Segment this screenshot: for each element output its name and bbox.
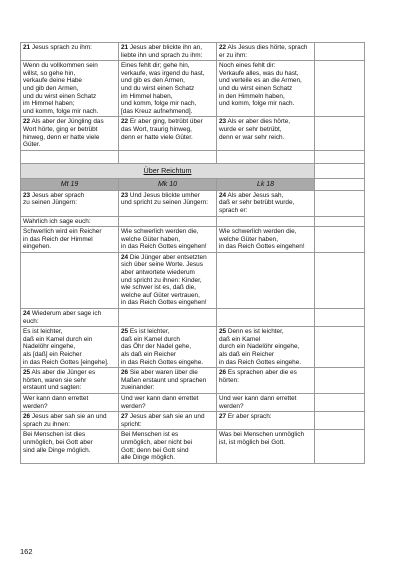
verse-text-line: welche Güter haben, [121, 235, 180, 243]
verse-text-line: [das Kreuz aufnehmend]. [121, 107, 193, 115]
verse-number: 26 [219, 369, 227, 377]
cell-lk [217, 190, 315, 216]
verse-text-line: in den Himmeln haben, [219, 92, 285, 100]
gospel-header-row [21, 178, 365, 190]
column-header-lk: Lk 18 [217, 178, 315, 190]
verse-text-line: Und Jesus blickte umher [129, 191, 200, 199]
verse-number: 24 [23, 310, 31, 318]
verse-text-line: als daß ein Reicher [219, 351, 275, 358]
top-section [21, 43, 365, 191]
cell-mt [21, 393, 119, 411]
verse-text-line: Bei Menschen ist es [121, 431, 179, 439]
verse-text-line: im Himmel haben; [23, 100, 75, 108]
cell-empty [217, 150, 315, 163]
table-row [21, 61, 365, 117]
verse-text-line: in das Reich Gottes eingehe. [121, 358, 204, 366]
main-section [21, 190, 365, 463]
verse-text-line: und du wirst einen Schatz [121, 84, 195, 92]
table-row [21, 190, 365, 216]
cell-mk [119, 309, 217, 327]
verse-text-line: Als Jesus dies hörte, sprach [227, 44, 308, 51]
spacer-row [21, 150, 365, 163]
verse-text-line: das Wort, traurig hinweg, [121, 125, 192, 133]
cell-lk [217, 327, 315, 368]
verse-text-line: in das Reich Gottes eingehen! [219, 243, 305, 251]
verse-number: 24 [121, 253, 129, 261]
verse-text-line: in das Reich Gottes eingehen! [121, 243, 207, 251]
table-row [21, 309, 365, 327]
verse-text-line: spricht: [121, 420, 142, 428]
cell-mt [21, 227, 119, 253]
cell-mk [119, 117, 217, 150]
verse-number: 27 [121, 413, 129, 421]
cell-empty [315, 368, 365, 394]
cell-empty [315, 117, 365, 150]
verse-text-line: Als aber die Jünger es [31, 369, 96, 377]
cell-lk [217, 430, 315, 463]
verse-text-line: aber antwortete wiederum [121, 269, 195, 277]
verse-text-line: Er aber ging, betrübt über [129, 118, 203, 126]
verse-text-line: Schwerlich wird ein Reicher [23, 228, 102, 236]
verse-text-line: in das Reich Gottes [eingehe]. [23, 358, 109, 366]
verse-number: 22 [219, 44, 227, 51]
verse-text-line: werden? [23, 402, 48, 410]
verse-text-line: Eines fehlt dir; gehe hin, [121, 62, 190, 70]
verse-text-line: und gib es den Armen, [121, 77, 185, 85]
cell-mk [119, 227, 217, 253]
cell-mk [119, 412, 217, 430]
cell-lk [217, 216, 315, 227]
verse-text-line: er zu ihm: [219, 51, 248, 59]
cell-mt [21, 430, 119, 463]
table-row [21, 430, 365, 463]
cell-empty [315, 163, 365, 178]
cell-mk [119, 252, 217, 308]
cell-mk [119, 327, 217, 368]
verse-text-line: ist, ist möglich bei Gott. [219, 438, 286, 446]
verse-text-line: Und wer kann dann errettet [219, 394, 297, 402]
table-row [21, 393, 365, 411]
table-row [21, 43, 365, 61]
page-number: 162 [20, 547, 33, 556]
table-row [21, 216, 365, 227]
cell-lk [217, 227, 315, 253]
verse-text-line: werden? [121, 402, 146, 410]
cell-empty [315, 216, 365, 227]
verse-text-line: sprach er: [219, 206, 248, 214]
verse-text-line: Jesus aber blickte ihn an, [129, 44, 203, 51]
section-title: Über Reichtum [143, 165, 192, 175]
column-header-mk: Mk 10 [119, 178, 217, 190]
section-heading-cell [21, 163, 315, 178]
cell-empty [315, 190, 365, 216]
verse-text-line: welche auf Güter vertrauen, [121, 291, 200, 299]
verse-text-line: Jesus aber sah sie an und [31, 413, 107, 421]
verse-text-line: daß ein Kamel durch [121, 335, 180, 343]
verse-text-line: Es sprachen aber die es [227, 369, 297, 377]
verse-text-line: verkaufe, was irgend du hast, [121, 69, 205, 77]
synopsis-table [20, 42, 365, 464]
cell-empty [315, 252, 365, 308]
verse-text-line: daß ein Kamel durch ein [23, 335, 93, 343]
table-row [21, 117, 365, 150]
verse-text-line: Er aber sprach: [227, 413, 272, 421]
verse-text-line: Es ist leichter, [129, 328, 170, 336]
verse-text-line: alle Dinge möglich. [121, 454, 175, 462]
cell-empty [315, 150, 365, 163]
verse-text-line: willst, so gehe hin, [23, 69, 76, 77]
verse-text-line: und komm, folge mir nach. [219, 100, 295, 108]
verse-text-line: wie schwer ist es, daß die, [121, 284, 196, 292]
cell-lk [217, 43, 315, 61]
verse-text-line: daß ein Kamel [219, 335, 261, 343]
verse-text-line: im Himmel haben, [121, 92, 173, 100]
cell-mt [21, 117, 119, 150]
cell-lk [217, 252, 315, 308]
verse-text-line: in das Reich der Himmel [23, 235, 93, 243]
verse-text-line: denn er war sehr reich. [219, 133, 285, 141]
verse-text-line: Jesus aber sprach [31, 191, 85, 199]
verse-text-line: sind alle Dinge möglich. [23, 446, 91, 454]
verse-number: 25 [23, 369, 31, 377]
verse-text-line: und du wirst einen Schatz [23, 92, 97, 100]
cell-mk [119, 190, 217, 216]
cell-mk [119, 61, 217, 117]
table-row [21, 252, 365, 308]
verse-number: 21 [121, 44, 129, 51]
verse-text-line: zueinander: [121, 384, 155, 392]
verse-text-line: Als aber der Jüngling das [31, 118, 104, 126]
verse-text-line: und komm, folge mir nach, [121, 100, 197, 108]
verse-text-line: Jesus sprach zu ihm: [31, 44, 92, 51]
cell-mk [119, 368, 217, 394]
cell-lk [217, 309, 315, 327]
verse-text-line: eingehen. [23, 243, 52, 251]
cell-empty [315, 327, 365, 368]
verse-text-line: durch ein Nadelöhr eingehe, [219, 343, 300, 351]
verse-text-line: Gott; denn bei Gott sind [121, 446, 189, 454]
verse-text-line: wurde er sehr betrübt, [219, 125, 282, 133]
verse-text-line: das Öhr der Nadel gehe, [121, 343, 191, 351]
verse-text-line: werden? [219, 402, 244, 410]
verse-text-line: als [daß] ein Reicher [23, 351, 82, 358]
table-row [21, 412, 365, 430]
verse-text-line: Maßen erstaunt und sprachen [121, 376, 207, 384]
verse-text-line: Wie schwerlich werden die, [219, 228, 297, 236]
verse-text-line: und du wirst einen Schatz [219, 84, 293, 92]
cell-empty [315, 412, 365, 430]
verse-text-line: liebte ihn und sprach zu ihm: [121, 51, 203, 59]
verse-text-line: Jesus aber sah sie an und [129, 413, 205, 421]
verse-text-line: Wie schwerlich werden die, [121, 228, 199, 236]
verse-text-line: Noch eines fehlt dir: [219, 62, 276, 70]
verse-text-line: Bei Menschen ist dies [23, 431, 86, 439]
verse-text-line: Sie aber waren über die [129, 369, 198, 377]
verse-text-line: hörten: [219, 376, 239, 384]
verse-text-line: Es ist leichter, [23, 328, 63, 336]
cell-empty [315, 61, 365, 117]
cell-empty [315, 43, 365, 61]
verse-text-line: daß er sehr betrübt wurde, [219, 199, 295, 207]
cell-lk [217, 412, 315, 430]
table-row [21, 368, 365, 394]
cell-empty [315, 178, 365, 190]
verse-number: 22 [23, 118, 31, 126]
verse-text-line: unmöglich, bei Gott aber [23, 438, 93, 446]
verse-text-line: sprach zu ihnen: [23, 420, 70, 428]
cell-mt [21, 309, 119, 327]
verse-text-line: Wer kann dann errettet [23, 394, 89, 402]
cell-mk [119, 216, 217, 227]
verse-text-line: zu seinen Jüngern: [23, 199, 78, 207]
verse-text-line: in das Reich Gottes eingehen! [121, 299, 207, 307]
verse-number: 24 [219, 191, 227, 199]
verse-text-line: hinweg, denn er hatte viele [23, 133, 100, 141]
verse-text-line: und verteile es an die Armen, [219, 77, 302, 85]
cell-empty [21, 150, 119, 163]
table-row [21, 227, 365, 253]
verse-number: 22 [121, 118, 129, 126]
verse-text-line: hörten, waren sie sehr [23, 376, 87, 384]
cell-mk [119, 43, 217, 61]
verse-text-line: unmöglich, aber nicht bei [121, 438, 193, 446]
verse-number: 25 [121, 328, 129, 336]
verse-text-line: Wiederum aber sage ich [31, 310, 102, 318]
verse-text-line: Als aber Jesus sah, [227, 191, 284, 199]
verse-number: 27 [219, 413, 227, 421]
verse-number: 21 [23, 44, 31, 51]
table-row [21, 327, 365, 368]
verse-text-line: Die Jünger aber entsetzten [129, 253, 207, 261]
cell-mt [21, 43, 119, 61]
cell-mk [119, 430, 217, 463]
verse-text-line: Wenn du vollkommen sein [23, 62, 98, 70]
verse-number: 23 [23, 191, 31, 199]
verse-text-line: und spricht zu ihnen: Kinder, [121, 276, 202, 284]
cell-empty [315, 309, 365, 327]
cell-empty [315, 430, 365, 463]
verse-text-line: und spricht zu seinen Jüngern: [121, 199, 209, 207]
cell-mt [21, 412, 119, 430]
verse-text-line: Als er aber dies hörte, [227, 118, 291, 126]
verse-number: 26 [121, 369, 129, 377]
cell-mt [21, 190, 119, 216]
cell-mk [119, 393, 217, 411]
verse-text-line: Nadelöhr eingehe, [23, 343, 76, 351]
cell-empty [315, 393, 365, 411]
verse-text-line: Güter. [23, 141, 41, 149]
verse-text-line: Wort hörte, ging er betrübt [23, 125, 98, 133]
cell-mt [21, 252, 119, 308]
verse-number: 25 [219, 328, 227, 336]
cell-mt [21, 368, 119, 394]
verse-text-line: Wahrlich ich sage euch: [23, 217, 91, 225]
verse-number: 26 [23, 413, 31, 421]
verse-number: 23 [219, 118, 227, 126]
cell-mt [21, 327, 119, 368]
verse-text-line: euch: [23, 317, 39, 325]
verse-text-line: Was bei Menschen unmöglich [219, 431, 305, 439]
cell-lk [217, 61, 315, 117]
cell-empty [315, 227, 365, 253]
cell-lk [217, 117, 315, 150]
column-header-mt: Mt 19 [21, 178, 119, 190]
cell-mt [21, 216, 119, 227]
verse-text-line: und gib den Armen, [23, 84, 79, 92]
cell-lk [217, 393, 315, 411]
verse-text-line: Verkaufe alles, was du hast, [219, 69, 299, 77]
section-row [21, 163, 365, 178]
verse-text-line: Und wer kann dann errettet [121, 394, 199, 402]
verse-text-line: verkaufe deine Habe [23, 77, 82, 85]
verse-text-line: welche Güter haben, [219, 235, 278, 243]
cell-mt [21, 61, 119, 117]
synopsis-page [20, 42, 364, 464]
cell-empty [119, 150, 217, 163]
verse-text-line: und komm, folge mir nach. [23, 107, 99, 115]
verse-text-line: als daß ein Reicher [121, 351, 177, 358]
verse-text-line: sich über seine Worte. Jesus [121, 261, 203, 269]
verse-text-line: Denn es ist leichter, [227, 328, 284, 336]
verse-text-line: erstaunt und sagten: [23, 384, 82, 392]
cell-lk [217, 368, 315, 394]
verse-text-line: in das Reich Gottes eingehe. [219, 358, 302, 366]
verse-number: 23 [121, 191, 129, 199]
verse-text-line: denn er hatte viele Güter. [121, 133, 193, 141]
